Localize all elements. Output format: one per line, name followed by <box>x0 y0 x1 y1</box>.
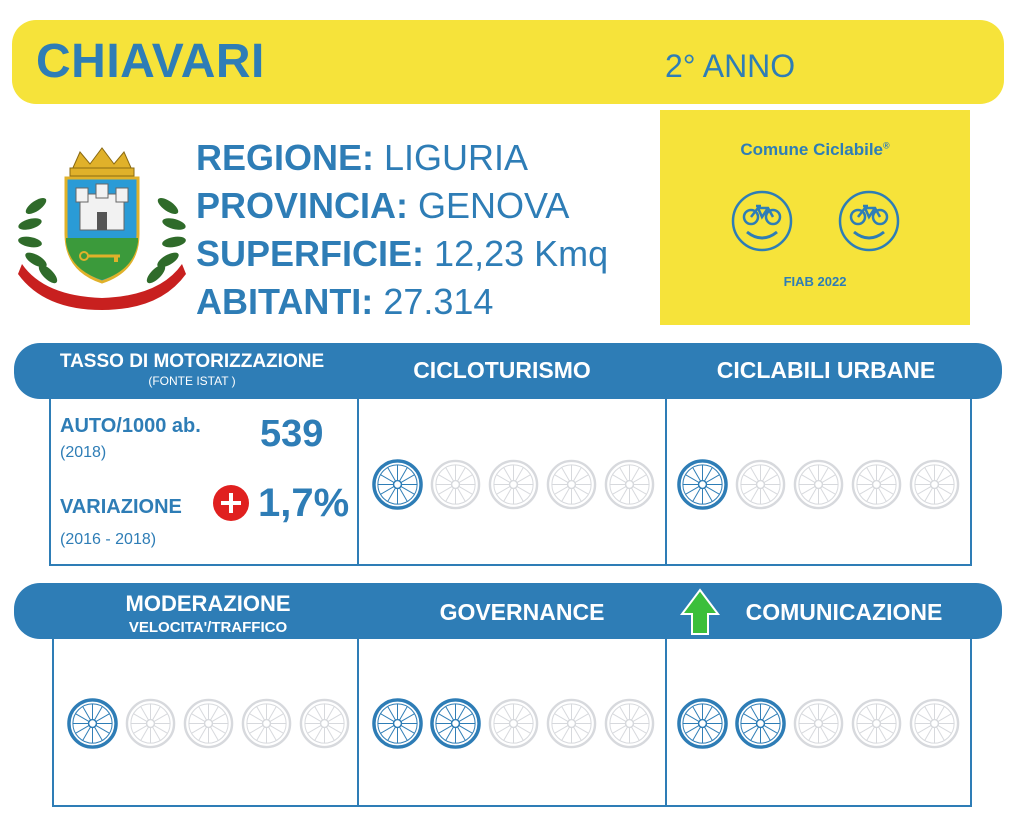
wheel-icon-empty <box>545 697 598 750</box>
info-row-surface <box>196 230 608 278</box>
wheel-icon-empty <box>734 458 787 511</box>
wheel-icon-empty <box>850 458 903 511</box>
variation-label: VARIAZIONE <box>60 496 182 518</box>
badge-title: Comune Ciclabile® <box>740 140 890 159</box>
wheel-icon-empty <box>298 697 351 750</box>
wheel-icon-empty <box>850 697 903 750</box>
wheel-icon-empty <box>182 697 235 750</box>
wheel-icon-empty <box>487 458 540 511</box>
governance-title: GOVERNANCE <box>439 599 605 625</box>
municipality-info <box>196 134 608 326</box>
bike-smiley-icon <box>838 190 900 252</box>
wheel-icon-filled <box>371 458 424 511</box>
badge-year: FIAB 2022 <box>783 274 847 289</box>
wheel-icon-empty <box>792 458 845 511</box>
cycletourism-title: CICLOTURISMO <box>413 357 591 383</box>
comune-ciclabile-badge <box>660 110 970 325</box>
cycletourism-rating <box>371 458 656 511</box>
wheel-icon-empty <box>240 697 293 750</box>
surface-value: 12,23 Kmq <box>434 233 609 274</box>
wheel-icon-empty <box>792 697 845 750</box>
wheel-icon-filled <box>371 697 424 750</box>
urban-cycleways-title: CICLABILI URBANE <box>716 357 936 383</box>
wheel-icon-empty <box>603 458 656 511</box>
wheel-icon-filled <box>734 697 787 750</box>
auto-year: (2018) <box>60 444 107 461</box>
coat-of-arms-icon <box>14 146 190 316</box>
edition-label: 2° ANNO <box>665 48 796 84</box>
city-name: CHIAVARI <box>36 35 265 88</box>
variation-period: (2016 - 2018) <box>60 531 157 548</box>
plus-icon <box>213 485 249 521</box>
info-row-region <box>196 134 608 182</box>
wheel-icon-empty <box>124 697 177 750</box>
moderation-title: MODERAZIONE <box>125 591 291 616</box>
governance-rating <box>371 697 656 750</box>
motorization-source: (FONTE ISTAT ) <box>148 374 236 388</box>
moderation-subtitle: VELOCITA'/TRAFFICO <box>128 619 288 636</box>
moderation-rating <box>66 697 351 750</box>
bike-smiley-icon <box>731 190 793 252</box>
wheel-icon-empty <box>603 697 656 750</box>
auto-label: AUTO/1000 ab. <box>60 415 201 437</box>
wheel-icon-empty <box>908 458 961 511</box>
info-row-inhabitants <box>196 278 608 326</box>
wheel-icon-filled <box>676 458 729 511</box>
inhabitants-label: ABITANTI: <box>196 281 374 322</box>
region-value: LIGURIA <box>384 137 529 178</box>
inhabitants-value: 27.314 <box>383 281 494 322</box>
wheel-icon-empty <box>429 458 482 511</box>
variation-value: 1,7% <box>258 481 350 525</box>
wheel-icon-filled <box>66 697 119 750</box>
urban-cycleways-rating <box>676 458 961 511</box>
info-row-province <box>196 182 608 230</box>
region-label: REGIONE: <box>196 137 375 178</box>
province-label: PROVINCIA: <box>196 185 409 226</box>
surface-label: SUPERFICIE: <box>196 233 425 274</box>
wheel-icon-empty <box>908 697 961 750</box>
wheel-icon-filled <box>429 697 482 750</box>
communication-rating <box>676 697 961 750</box>
wheel-icon-empty <box>545 458 598 511</box>
wheel-icon-empty <box>487 697 540 750</box>
auto-value: 539 <box>260 413 324 455</box>
motorization-title: TASSO DI MOTORIZZAZIONE <box>59 351 325 372</box>
arrow-up-icon <box>680 588 720 636</box>
communication-title: COMUNICAZIONE <box>745 599 943 625</box>
wheel-icon-filled <box>676 697 729 750</box>
province-value: GENOVA <box>418 185 570 226</box>
